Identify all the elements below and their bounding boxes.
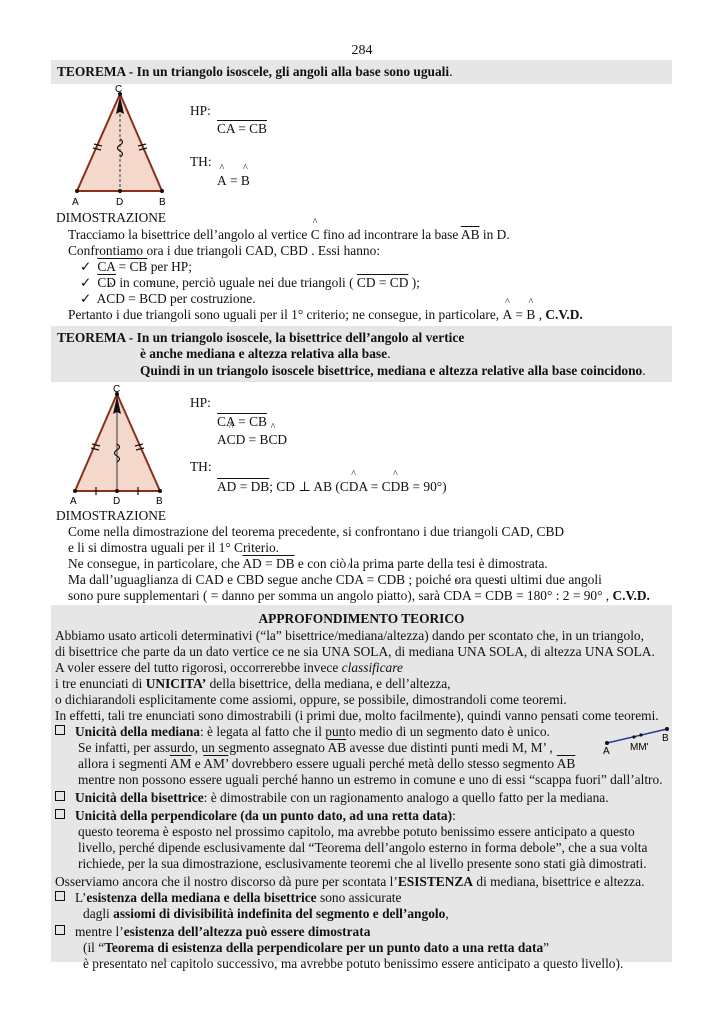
point-label-b: B [662,733,669,744]
median-bisector-existence-item: L’esistenza della mediana e della bisettrice sono assicurate [55,890,401,906]
median-uniqueness-line-4: mentre non possono essere uguali perché hanno un estremo in comune e uno di essi “scappa fuori” dall’altro. [78,772,663,787]
proof-1-conclusion: Pertanto i due triangoli sono uguali per il 1° criterio; ne consegue, in particolare, ^ A = ^ B , C.V.D. [68,307,583,323]
checkbox-bullet-icon [55,925,65,935]
existence-remark: Osserviamo ancora che il nostro discorso dà pure per scontata l’ESISTENZA di mediana, bisettrice e altezza. [55,874,645,889]
hp-statement-2a: CA = CB [217,414,267,429]
checkbox-bullet-icon [55,791,65,801]
proof-1-line-2: Confrontiamo ora i due triangoli CAD, CBD . Essi hanno: [68,243,381,258]
point-label-a: A [603,746,610,755]
theorem-2-banner [51,326,672,382]
th-statement-2: AD = DB; CD ⊥ AB (C^ DA = C^ DB = 90°) [217,479,447,495]
theorem-2-line-2: è anche mediana e altezza relativa alla base. [140,346,391,361]
proof-2-line-1: Come nella dimostrazione del teorema precedente, si confrontano i due triangoli CAD, CBD [68,524,565,539]
altitude-existence-line-3: è presentato nel capitolo successivo, ma avrebbe potuto benissimo essere anticipato a questo livello). [83,956,624,971]
proof-2-line-4: Ma dall’uguaglianza di CAD e CBD segue anche C^ DA = C^ DB ; poiché ora questi ultimi due angoli [68,572,602,588]
theorem-1-banner [51,60,672,84]
median-uniqueness-line-2: Se infatti, per assurdo, un segmento assegnato $\overline{AB}$ avesse due distinti punti medi M, M’ , [78,740,553,755]
proof-1-check-2: ✓ $\overline{CD}$ in comune, perciò uguale nei due triangoli ( CD = CD ); [80,275,420,290]
insight-paragraph-line-1: Abbiamo usato articoli determinativi (“la” bisettrice/mediana/altezza) dando per scontato che, in un triangolo, [55,628,644,643]
altitude-existence-item: mentre l’esistenza dell’altezza può essere dimostrata [55,924,370,940]
checkbox-bullet-icon [55,725,65,735]
insight-paragraph-line-2: di bisettrice che parte da un dato vertice ce ne sia UNA SOLA, di mediana UNA SOLA, di altezza UNA SOLA. [55,644,655,659]
hp-label-1: HP: [190,103,211,118]
check-icon: ✓ [80,259,92,274]
insight-paragraph-line-4: i tre enunciati di UNICITA’ della bisettrice, della mediana, e dell’altezza, [55,676,451,691]
vertex-label-c: C [113,384,121,395]
isosceles-triangle-figure-1 [66,84,176,210]
th-label-2: TH: [190,459,212,474]
th-statement-1: ^ A = ^ B [217,173,250,189]
insight-title: APPROFONDIMENTO TEORICO [258,611,465,626]
perpendicular-uniqueness-item: Unicità della perpendicolare (da un punto dato, ad una retta data): [55,808,456,824]
th-label-1: TH: [190,154,212,169]
theorem-2-line-1: TEOREMA - In un triangolo isoscele, la bisettrice dell’angolo al vertice [57,330,465,345]
proof-2-line-3: Ne consegue, in particolare, che AD = DB e con ciò la prima parte della tesi è dimostrata. [68,556,548,571]
point-label-mm: MM' [630,742,649,753]
theorem-2-line-3: Quindi in un triangolo isoscele bisettrice, mediana e altezza relative alla base coincidono. [140,363,646,378]
check-icon: ✓ [80,291,92,306]
check-icon: ✓ [80,275,92,290]
vertex-label-a: A [72,197,79,208]
checkbox-bullet-icon [55,891,65,901]
insight-paragraph-line-3: A voler essere del tutto rigorosi, occorrerebbe invece classificare [55,660,403,675]
proof-2-line-2: e li si dimostra uguali per il 1° Criterio. [68,540,280,555]
perpendicular-uniqueness-line-4: richiede, per la sua dimostrazione, esclusivamente teoremi che al livello presente sono stati già dimostrati. [78,856,647,871]
vertex-label-b: B [156,496,163,507]
proof-2-heading: DIMOSTRAZIONE [56,508,167,523]
vertex-label-b: B [159,197,166,208]
perpendicular-uniqueness-line-2: questo teorema è esposto nel prossimo capitolo, ma avrebbe potuto benissimo essere anticipato a questo [78,824,635,839]
hp-statement-2b: A^ CD = B^ CD [217,432,287,448]
checkbox-bullet-icon [55,809,65,819]
hp-statement-1: CA = CB [217,121,267,136]
proof-2-line-5: sono pure supplementari ( = danno per somma un angolo piatto), sarà C^ DA = C^ DB = 180° : 2 = 90° , C.V.D. [68,588,650,604]
vertex-label-a: A [70,496,77,507]
proof-1-check-1: ✓ CA = CB per HP; [80,259,192,274]
bisector-uniqueness-item: Unicità della bisettrice: è dimostrabile con un ragionamento analogo a quello fatto per la mediana. [55,790,609,806]
theory-insight-box [51,605,672,971]
vertex-label-c: C [115,84,123,95]
point-label-d: D [116,197,124,208]
point-label-d: D [113,496,121,507]
median-bisector-existence-line-2: dagli assiomi di divisibilità indefinita del segmento e dell’angolo, [83,906,449,921]
proof-1-heading: DIMOSTRAZIONE [56,210,167,225]
isosceles-triangle-figure-2 [66,384,176,510]
proof-1-check-3: ✓ A^ CD = B^ CD per costruzione. [80,291,256,307]
insight-paragraph-line-6: In effetti, tali tre enunciati sono dimostrabili (i primi due, molto facilmente), quindi vanno pensati come teoremi. [55,708,659,723]
hp-label-2: HP: [190,395,211,410]
perpendicular-uniqueness-line-3: livello, perché dipende esclusivamente dal “Teorema dell’angolo esterno in forma debole”, che a sua volta [78,840,648,855]
segment-midpoints-figure [601,719,673,755]
page-number: 284 [351,43,373,58]
altitude-existence-line-2: (il “Teorema di esistenza della perpendicolare per un punto dato a una retta data” [83,940,550,955]
median-uniqueness-line-3: allora i segmenti $\overline{AM}$ e AM’ dovrebbero essere uguali perché metà dello stesso segmento $\overline{AB}$ [78,756,576,771]
proof-1-line-1: Tracciamo la bisettrice dell’angolo al vertice ^ C fino ad incontrare la base $\overline{AB}$ in D. [68,227,510,243]
theorem-1-title: TEOREMA - In un triangolo isoscele, gli angoli alla base sono uguali. [57,64,453,79]
median-uniqueness-item: Unicità della mediana: è legata al fatto che il punto medio di un segmento dato è unico. [55,724,550,740]
insight-paragraph-line-5: o dichiarandoli esplicitamente come assiomi, oppure, se possibile, dimostrandoli come teoremi. [55,692,567,707]
